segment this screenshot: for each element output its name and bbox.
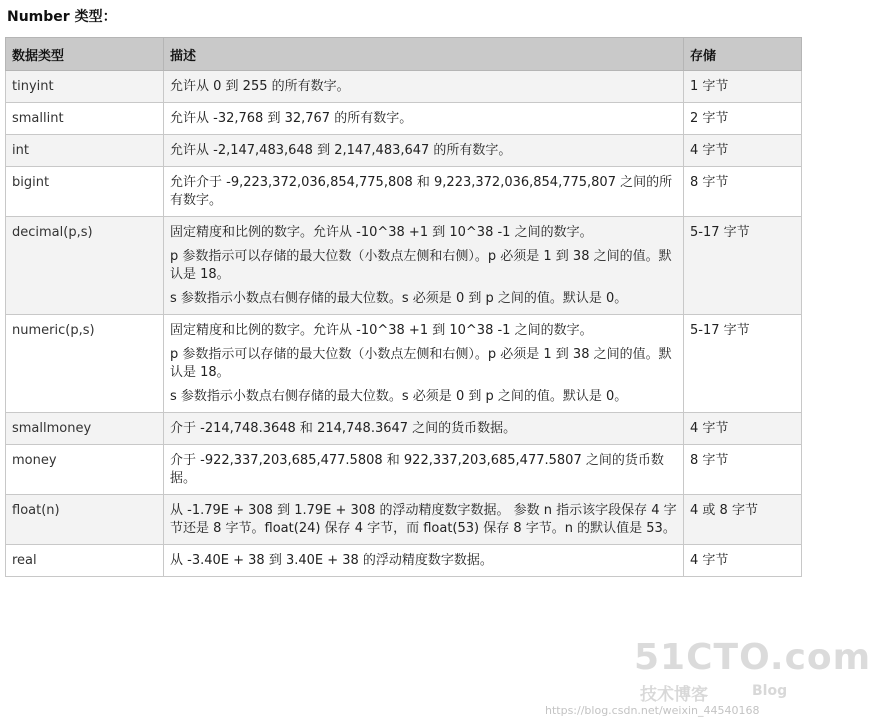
description-cell (164, 315, 684, 413)
storage-cell: 8 字节 (684, 445, 802, 495)
description-text: 从 -3.40E + 38 到 3.40E + 38 的浮动精度数字数据。 (170, 553, 493, 568)
description-text: p 参数指示可以存储的最大位数（小数点左侧和右侧）。p 必须是 1 到 38 之间的值。默认是 18。 (170, 249, 672, 282)
description-text: 介于 -922,337,203,685,477.5808 和 922,337,203,685,477.5807 之间的货币数据。 (170, 453, 664, 486)
description-cell (164, 167, 684, 217)
description-text: 允许介于 -9,223,372,036,854,775,808 和 9,223,372,036,854,775,807 之间的所有数字。 (170, 175, 673, 208)
table-row (6, 217, 802, 315)
table-row (6, 315, 802, 413)
type-cell: money (6, 445, 164, 495)
description-text: 允许从 -32,768 到 32,767 的所有数字。 (170, 111, 413, 126)
number-types-table (5, 37, 802, 577)
storage-cell: 4 或 8 字节 (684, 495, 802, 545)
type-cell: real (6, 545, 164, 577)
description-cell (164, 445, 684, 495)
type-cell: numeric(p,s) (6, 315, 164, 413)
storage-cell: 5-17 字节 (684, 217, 802, 315)
description-cell (164, 495, 684, 545)
description-cell (164, 545, 684, 577)
description-cell (164, 413, 684, 445)
table-row (6, 167, 802, 217)
table-row (6, 103, 802, 135)
description-cell (164, 71, 684, 103)
table-row (6, 413, 802, 445)
watermark-blog: Blog (752, 683, 788, 699)
header-storage: 存储 (684, 38, 802, 71)
table-row (6, 545, 802, 577)
description-cell (164, 217, 684, 315)
description-text: s 参数指示小数点右侧存储的最大位数。s 必须是 0 到 p 之间的值。默认是 0。 (170, 389, 628, 404)
header-description: 描述 (164, 38, 684, 71)
type-cell: smallmoney (6, 413, 164, 445)
description-text: 允许从 0 到 255 的所有数字。 (170, 79, 350, 94)
table-row (6, 135, 802, 167)
table-row (6, 495, 802, 545)
description-text: 固定精度和比例的数字。允许从 -10^38 +1 到 10^38 -1 之间的数字。 (170, 323, 593, 338)
type-cell: float(n) (6, 495, 164, 545)
table-header-row (6, 38, 802, 71)
watermark-url: https://blog.csdn.net/weixin_44540168 (545, 704, 760, 717)
type-cell: smallint (6, 103, 164, 135)
watermark-logo: 51CTO.com (634, 637, 871, 678)
type-cell: int (6, 135, 164, 167)
storage-cell: 5-17 字节 (684, 315, 802, 413)
description-text: 介于 -214,748.3648 和 214,748.3647 之间的货币数据。 (170, 421, 517, 436)
storage-cell: 4 字节 (684, 135, 802, 167)
storage-cell: 4 字节 (684, 413, 802, 445)
table-row (6, 445, 802, 495)
description-text: s 参数指示小数点右侧存储的最大位数。s 必须是 0 到 p 之间的值。默认是 0。 (170, 291, 628, 306)
storage-cell: 1 字节 (684, 71, 802, 103)
type-cell: bigint (6, 167, 164, 217)
header-type: 数据类型 (6, 38, 164, 71)
description-text: 允许从 -2,147,483,648 到 2,147,483,647 的所有数字。 (170, 143, 512, 158)
description-text: p 参数指示可以存储的最大位数（小数点左侧和右侧）。p 必须是 1 到 38 之间的值。默认是 18。 (170, 347, 672, 380)
description-text: 固定精度和比例的数字。允许从 -10^38 +1 到 10^38 -1 之间的数字。 (170, 225, 593, 240)
description-cell (164, 103, 684, 135)
storage-cell: 4 字节 (684, 545, 802, 577)
description-cell (164, 135, 684, 167)
description-text: 从 -1.79E + 308 到 1.79E + 308 的浮动精度数字数据。 参数 n 指示该字段保存 4 字节还是 8 字节。float(24) 保存 4 字节，而 float(53) 保存 8 字节。n 的默认值是 53。 (170, 503, 677, 536)
storage-cell: 8 字节 (684, 167, 802, 217)
table-row (6, 71, 802, 103)
type-cell: decimal(p,s) (6, 217, 164, 315)
watermark-sub: 技术博客 (640, 685, 708, 705)
storage-cell: 2 字节 (684, 103, 802, 135)
type-cell: tinyint (6, 71, 164, 103)
page-title: Number 类型： (7, 9, 117, 25)
